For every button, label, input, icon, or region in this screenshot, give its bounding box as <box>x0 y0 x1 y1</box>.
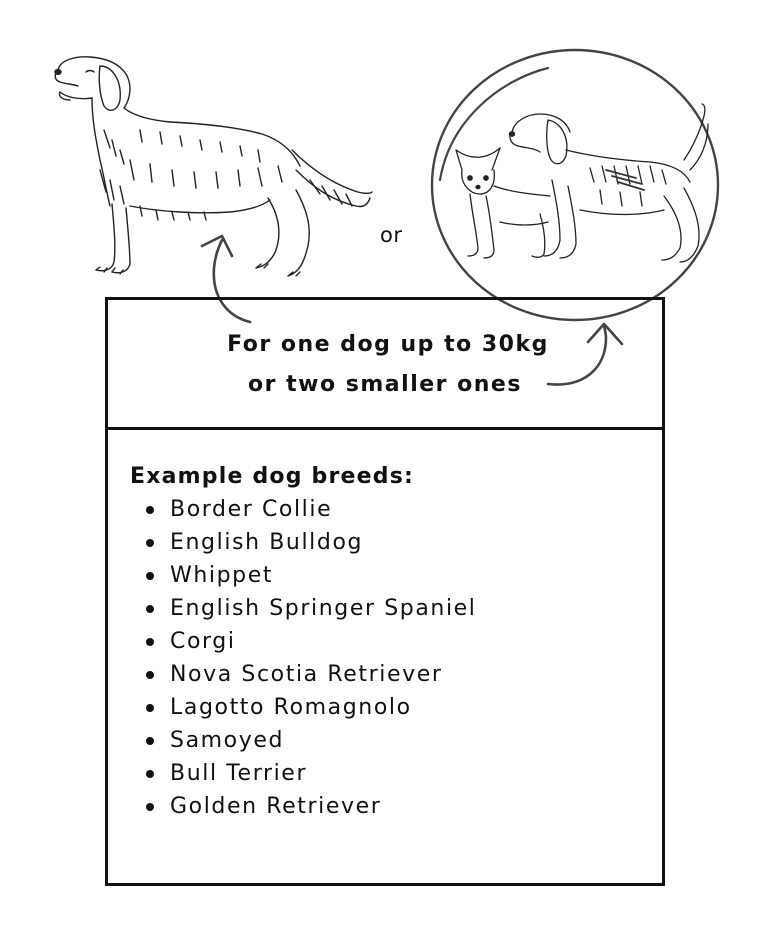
breed-name: Lagotto Romagnolo <box>170 695 412 720</box>
info-card <box>105 297 665 886</box>
list-item <box>146 658 662 691</box>
breeds-title: Example dog breeds: <box>130 464 415 489</box>
list-item <box>146 625 662 658</box>
list-item <box>146 559 662 592</box>
breed-name: English Springer Spaniel <box>170 596 477 621</box>
bullet-icon <box>146 770 154 778</box>
list-item <box>146 790 662 823</box>
bullet-icon <box>146 671 154 679</box>
or-connector: or <box>380 223 403 247</box>
card-body <box>108 430 662 823</box>
header-line-1: For one dog up to 30kg <box>227 332 549 357</box>
bullet-icon <box>146 638 154 646</box>
header-line-2: or two smaller ones <box>248 372 522 397</box>
breed-name: Whippet <box>170 563 274 588</box>
list-item <box>146 493 662 526</box>
breed-name: Golden Retriever <box>170 794 382 819</box>
golden-retriever-icon <box>55 57 372 276</box>
breed-name: Border Collie <box>170 497 333 522</box>
breed-name: Samoyed <box>170 728 285 753</box>
list-item <box>146 592 662 625</box>
bullet-icon <box>146 605 154 613</box>
bullet-icon <box>146 803 154 811</box>
list-item <box>146 526 662 559</box>
bullet-icon <box>146 539 154 547</box>
list-item <box>146 724 662 757</box>
breed-name: Bull Terrier <box>170 761 308 786</box>
bullet-icon <box>146 737 154 745</box>
breed-name: Corgi <box>170 629 236 654</box>
card-header <box>108 300 662 430</box>
list-item <box>146 691 662 724</box>
breeds-list <box>130 493 662 823</box>
list-item <box>146 757 662 790</box>
bullet-icon <box>146 572 154 580</box>
breed-name: English Bulldog <box>170 530 364 555</box>
small-dogs-icon <box>432 50 718 320</box>
bullet-icon <box>146 704 154 712</box>
breed-name: Nova Scotia Retriever <box>170 662 443 687</box>
bullet-icon <box>146 506 154 514</box>
